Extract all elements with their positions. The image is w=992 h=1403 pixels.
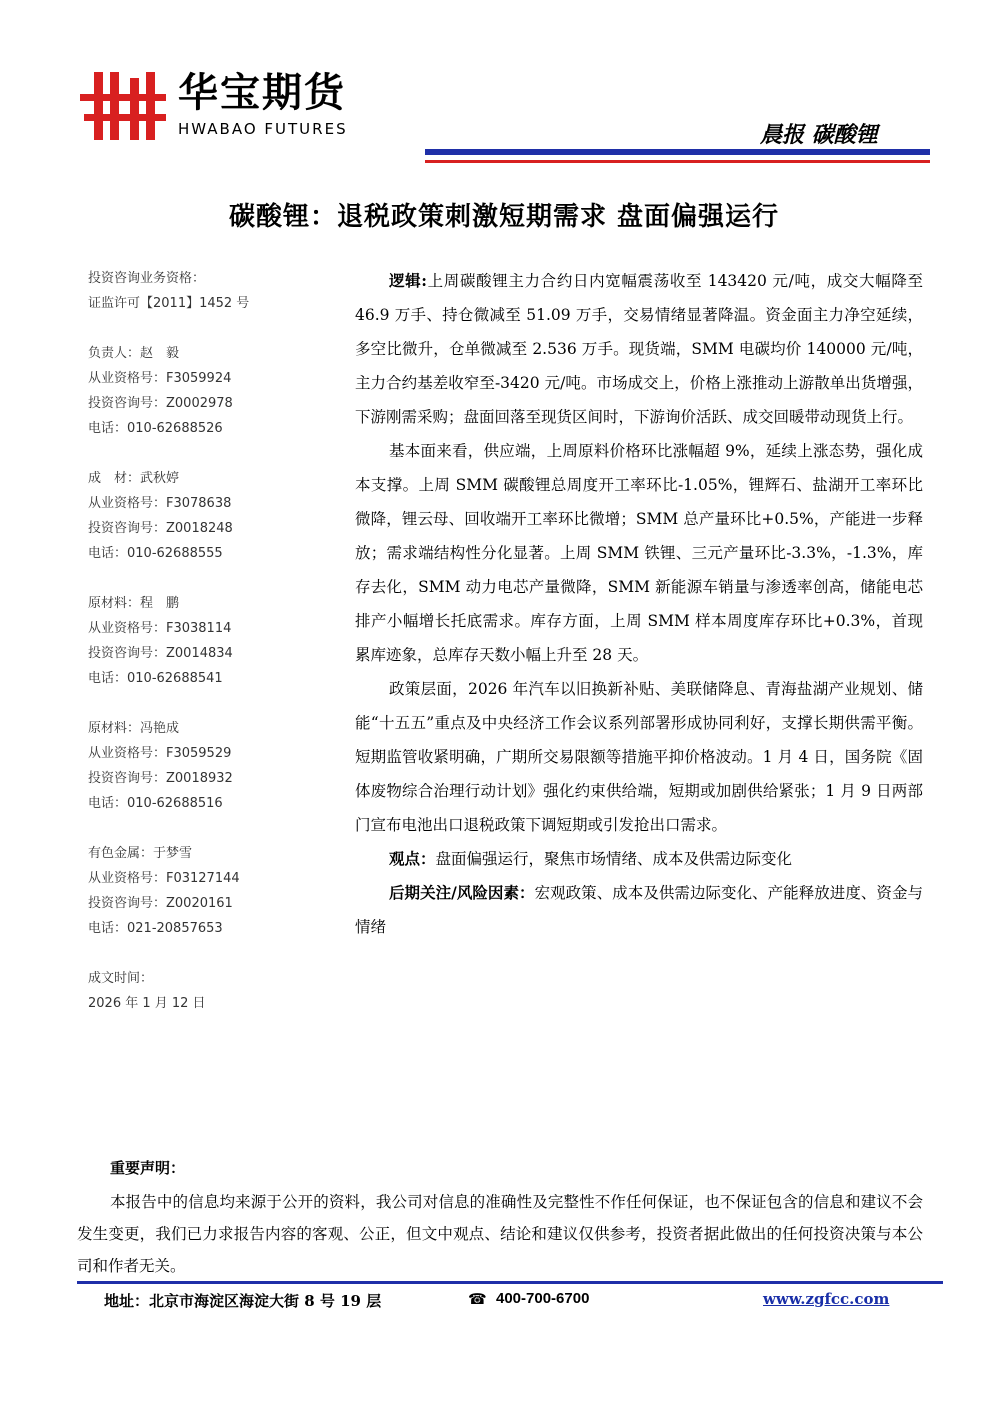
analyst-block [88,716,328,816]
analyst-phone: 电话：010-62688526 [88,421,223,436]
footer-rule [77,1281,943,1284]
qualification-value: 证监许可【2011】1452 号 [88,296,250,311]
analyst-consult: 投资咨询号：Z0014834 [88,646,233,661]
header-rule-blue [425,149,930,155]
analyst-consult: 投资咨询号：Z0002978 [88,396,233,411]
view-text: 盘面偏强运行，聚焦市场情绪、成本及供需边际变化 [435,850,793,868]
analyst-consult: 投资咨询号：Z0020161 [88,896,233,911]
disclaimer-text: 本报告中的信息均来源于公开的资料，我公司对信息的准确性及完整性不作任何保证，也不保证包含的信息和建议不会发生变更，我们已力求报告内容的客观、公正，但文中观点、结论和建议仅供参考，投资者据此做出的任何投资决策与本公司和作者无关。 [77,1193,923,1275]
analyst-name: 原材料：冯艳成 [88,721,180,736]
date-value: 2026 年 1 月 12 日 [88,996,206,1011]
logic-text: 上周碳酸锂主力合约日内宽幅震荡收至 143420 元/吨，成交大幅降至 46.9 万手、持仓微减至 51.09 万手，交易情绪显著降温。资金面主力净空延续，多空比微升，仓单微减至 2.536 万手。现货端，SMM 电碳均价 140000 元/吨，主力合约基差收窄至-3420 元/吨。市场成交上，价格上涨推动上游散单出货增强，下游刚需采购；盘面回落至现货区间时，下游询价活跃、成交回暖带动现货上行。 [355,272,923,426]
phone-icon: ☎ [468,1290,487,1308]
analyst-block [88,841,328,941]
logic-label: 逻辑: [389,271,428,290]
analyst-phone: 电话：010-62688541 [88,671,223,686]
analyst-name: 原材料：程 鹏 [88,596,180,611]
analyst-name: 负责人：赵 毅 [88,346,180,361]
policy-paragraph: 政策层面，2026 年汽车以旧换新补贴、美联储降息、青海盐湖产业规划、储能“十五五”重点及中央经济工作会议系列部署形成协同利好，支撑长期供需平衡。短期监管收紧明确，广期所交易限额等措施平抑价格波动。1 月 4 日，国务院《固体废物综合治理行动计划》强化约束供给端，短期或加剧供给紧张；1 月 9 日两部门宣布电池出口退税政策下调短期或引发抢出口需求。 [355,680,923,834]
analyst-cert: 从业资格号：F03127144 [88,871,240,886]
footer-website-link[interactable]: www.zgfcc.com [763,1290,890,1308]
analyst-consult: 投资咨询号：Z0018248 [88,521,233,536]
brand-name-en: HWABAO FUTURES [178,120,348,138]
analyst-cert: 从业资格号：F3038114 [88,621,232,636]
analyst-cert: 从业资格号：F3059924 [88,371,232,386]
qualification-block [88,266,328,316]
analyst-name: 成 材：武秋婷 [88,471,180,486]
view-label: 观点： [389,849,436,868]
logic-paragraph [355,264,923,434]
analyst-name: 有色金属：于梦雪 [88,846,193,861]
analyst-cert: 从业资格号：F3078638 [88,496,232,511]
analyst-phone: 电话：021-20857653 [88,921,223,936]
analyst-cert: 从业资格号：F3059529 [88,746,232,761]
analyst-info-column [88,266,328,1041]
analyst-consult: 投资咨询号：Z0018932 [88,771,233,786]
fundamentals-paragraph: 基本面来看，供应端，上周原料价格环比涨幅超 9%，延续上涨态势，强化成本支撑。上周 SMM 碳酸锂总周度开工率环比-1.05%，锂辉石、盐湖开工率环比微降，锂云母、回收端开工率环比微增；SMM 总产量环比+0.5%，产能进一步释放；需求端结构性分化显著。上周 SMM 铁锂、三元产量环比-3.3%，-1.3%，库存去化，SMM 动力电芯产量微降，SMM 新能源车销量与渗透率创高，储能电芯排产小幅增长托底需求。库存方面，上周 SMM 样本周度库存环比+0.3%，首现累库迹象，总库存天数小幅上升至 28 天。 [355,442,923,664]
report-type-tag: 晨报 碳酸锂 [760,122,878,148]
brand-name-cn: 华宝期货 [178,70,346,116]
header-rule-red [425,160,930,163]
analyst-block [88,591,328,691]
qualification-label: 投资咨询业务资格： [88,271,206,286]
analyst-phone: 电话：010-62688516 [88,796,223,811]
analyst-block [88,466,328,566]
risk-text: 宏观政策、成本及供需边际变化、产能释放进度、资金与情绪 [355,884,923,936]
date-block [88,966,328,1016]
footer-address: 地址：北京市海淀区海淀大街 8 号 19 层 [104,1292,382,1310]
date-label: 成文时间： [88,971,154,986]
risk-paragraph [355,876,923,944]
risk-label: 后期关注/风险因素： [389,883,535,902]
analyst-phone: 电话：010-62688555 [88,546,223,561]
page-title: 碳酸锂：退税政策刺激短期需求 盘面偏强运行 [228,202,780,232]
footer-phone: 400-700-6700 [496,1290,590,1307]
disclaimer-title: 重要声明： [110,1159,186,1177]
report-body [355,264,923,944]
view-paragraph [355,842,923,876]
analyst-block [88,341,328,441]
